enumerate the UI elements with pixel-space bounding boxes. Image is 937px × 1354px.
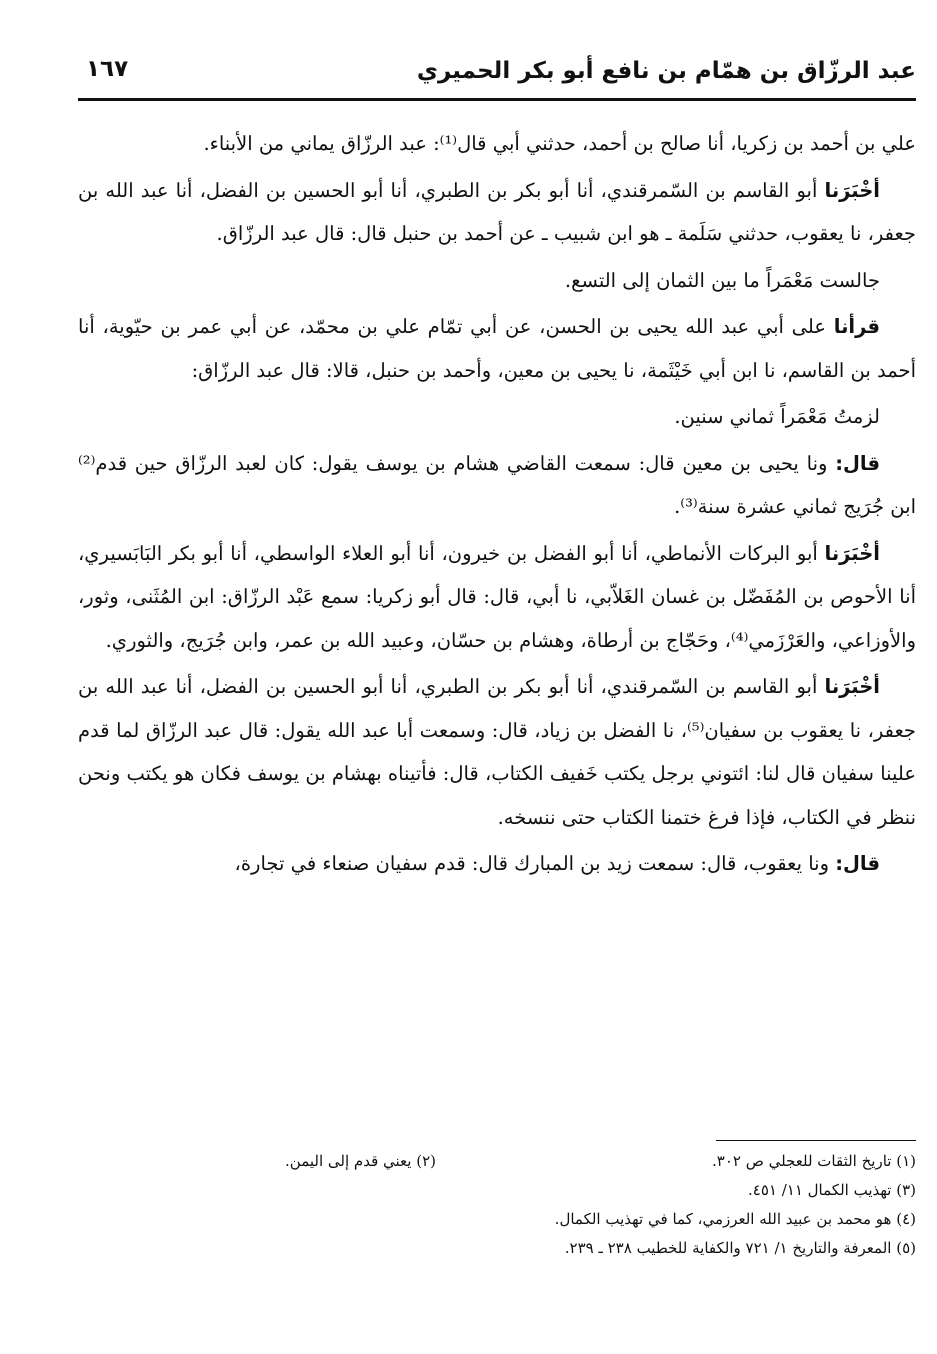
paragraph-text: لزمتُ مَعْمَراً ثماني سنين. — [674, 405, 880, 428]
paragraph — [78, 842, 916, 886]
footnote-5: (٥) المعرفة والتاريخ ١/ ٧٢١ والكفاية للخطيب ٢٣٨ ـ ٢٣٩. — [564, 1239, 916, 1257]
footnotes — [78, 1140, 916, 1263]
paragraph-lead: أخْبَرَنا — [824, 178, 880, 202]
paragraph-text: أبو القاسم بن السّمرقندي، أنا أبو بكر بن الطبري، أنا أبو الحسين بن الفضل، أنا عبد الله بن جعفر، نا يعقوب، حدثني سَلَمة ـ هو ابن شبيب ـ عن أحمد بن حنبل قال: قال عبد الرزّاق. — [78, 178, 916, 245]
paragraph — [78, 532, 916, 663]
footnote-3: (٣) تهذيب الكمال ١١/ ٤٥١. — [747, 1181, 916, 1199]
footnote-row — [78, 1147, 916, 1176]
paragraph — [78, 665, 916, 839]
paragraph — [78, 442, 916, 529]
paragraph-text: جالست مَعْمَراً ما بين الثمان إلى التسع. — [564, 268, 880, 292]
footnote-divider — [716, 1140, 916, 1141]
footnote-2: (٢) يعني قدم إلى اليمن. — [285, 1152, 436, 1170]
footnote-1: (١) تاريخ الثقات للعجلي ص ٣٠٢. — [711, 1152, 916, 1170]
paragraph-lead: أخْبَرَنا — [824, 675, 880, 698]
paragraph — [78, 259, 916, 303]
footnote-row — [78, 1176, 916, 1205]
paragraph-text: أبو القاسم بن السّمرقندي، أنا أبو بكر بن الطبري، أنا أبو الحسين بن الفضل، أنا عبد الله بن جعفر، نا يعقوب بن سفيان⁽⁵⁾، نا الفضل بن زياد، قال: وسمعت أبا عبد الله يقول: قال عبد الرزّاق لما قدم علينا سفيان قال لنا: ائتوني برجل يكتب خَفيف الكتاب، قال: فأتيناه بهشام بن يوسف فكان هو يكتب ونحن ننظر في الكتاب، فإذا فرغ ختمنا الكتاب حتى ننسخه. — [78, 675, 916, 829]
paragraph-lead: قرأنا — [833, 315, 880, 338]
paragraph-lead: قال: — [835, 451, 880, 475]
footnote-4: (٤) هو محمد بن عبيد الله العرزمي، كما في تهذيب الكمال. — [554, 1210, 916, 1228]
main-text — [78, 122, 916, 889]
paragraph-lead: أخْبَرَنا — [824, 541, 880, 565]
page-header — [78, 52, 916, 101]
footnote-row — [78, 1205, 916, 1234]
paragraph-text: ونا يحيى بن معين قال: سمعت القاضي هشام بن يوسف يقول: كان لعبد الرزّاق حين قدم⁽²⁾ ابن جُرَيج ثماني عشرة سنة⁽³⁾. — [78, 451, 916, 518]
page-number: ١٦٧ — [86, 56, 129, 82]
paragraph-text: على أبي عبد الله يحيى بن الحسن، عن أبي تمّام علي بن محمّد، عن أبي عمر بن حيّوية، أنا أحمد بن القاسم، نا ابن أبي خَيْثَمة، نا يحيى بن معين، وأحمد بن حنبل، قالا: قال عبد الرزّاق: — [78, 315, 916, 382]
paragraph — [78, 169, 916, 256]
paragraph — [78, 305, 916, 392]
paragraph-text: ونا يعقوب، قال: سمعت زيد بن المبارك قال: قدم سفيان صنعاء في تجارة، — [234, 852, 836, 875]
paragraph — [78, 395, 916, 439]
paragraph-lead: قال: — [835, 852, 880, 875]
footnote-row — [78, 1234, 916, 1263]
running-title: عبد الرزّاق بن همّام بن نافع أبو بكر الحميري — [416, 58, 916, 84]
paragraph-text: علي بن أحمد بن زكريا، أنا صالح بن أحمد، حدثني أبي قال⁽¹⁾: عبد الرزّاق يماني من الأبناء. — [203, 132, 916, 155]
paragraph-text: أبو البركات الأنماطي، أنا أبو الفضل بن خيرون، أنا أبو العلاء الواسطي، أنا أبو بكر البَابَسيري، أنا الأحوص بن المُفَضّل بن غسان الغَلاّبي، نا أبي، قال: قال أبو زكريا: سمع عَبْد الرزّاق: ابن المُثَنى، وثور، والأوزاعي، والعَرْزَمي⁽⁴⁾، وحَجّاج بن أرطاة، وهشام بن حسّان، وعبيد الله بن عمر، وابن جُرَيج، والثوري. — [78, 541, 916, 652]
paragraph — [78, 122, 916, 166]
